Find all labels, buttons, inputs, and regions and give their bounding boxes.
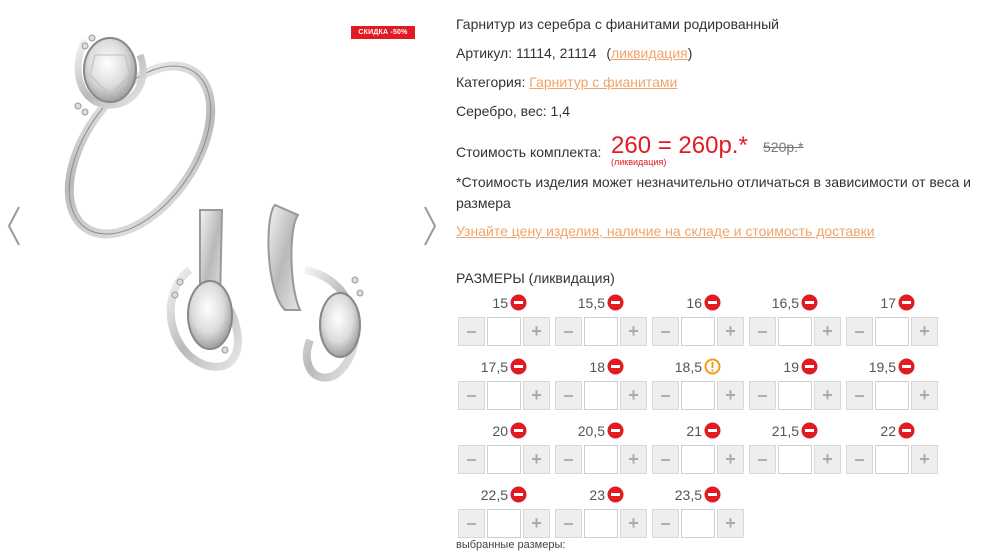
size-option (555, 485, 645, 543)
product-title: Гарнитур из серебра с фианитами родированный (456, 16, 779, 32)
quantity-input[interactable] (681, 509, 715, 538)
product-image[interactable] (40, 10, 400, 390)
size-option-header (555, 421, 645, 441)
unavailable-icon (801, 422, 818, 439)
quantity-stepper (749, 381, 841, 410)
size-option-header (652, 357, 742, 377)
size-label: 22,5 (480, 487, 508, 503)
size-option-header (846, 357, 936, 377)
quantity-stepper (555, 509, 647, 538)
quantity-stepper (749, 317, 841, 346)
quantity-input[interactable] (681, 445, 715, 474)
gallery-prev-button[interactable] (5, 205, 23, 247)
decrease-button[interactable]: – (749, 445, 776, 474)
price-current: 260 = 260р.* (611, 132, 748, 159)
decrease-button[interactable]: – (846, 445, 873, 474)
quantity-input[interactable] (681, 381, 715, 410)
size-option (749, 357, 839, 415)
decrease-button[interactable]: – (652, 445, 679, 474)
quantity-input[interactable] (487, 317, 521, 346)
price-old: 520р.* (763, 139, 804, 155)
increase-button[interactable]: + (814, 381, 841, 410)
size-label: 19,5 (868, 359, 896, 375)
right-earring-image (268, 205, 363, 378)
decrease-button[interactable]: – (458, 317, 485, 346)
size-label: 18,5 (674, 359, 702, 375)
product-gallery (0, 0, 445, 552)
size-option (749, 421, 839, 479)
unavailable-icon (801, 358, 818, 375)
article-label: Артикул: 11114, 21114 (456, 45, 597, 61)
size-label: 17,5 (480, 359, 508, 375)
size-option-header (846, 421, 936, 441)
quantity-input[interactable] (778, 317, 812, 346)
unavailable-icon (510, 294, 527, 311)
increase-button[interactable]: + (620, 317, 647, 346)
gallery-next-button[interactable] (421, 205, 439, 247)
article-open-paren: ( (606, 45, 611, 61)
size-label: 23 (589, 487, 605, 503)
price-note: (ликвидация) (611, 157, 667, 167)
size-option-header (652, 293, 742, 313)
unavailable-icon (510, 422, 527, 439)
quantity-stepper (458, 317, 550, 346)
inquire-price-link[interactable]: Узнайте цену изделия, наличие на складе и стоимость доставки (456, 223, 875, 239)
quantity-input[interactable] (778, 445, 812, 474)
quantity-stepper (652, 317, 744, 346)
unavailable-icon (607, 294, 624, 311)
price-disclaimer: *Стоимость изделия может незначительно отличаться в зависимости от веса и размера (456, 174, 971, 211)
quantity-input[interactable] (584, 317, 618, 346)
size-option (652, 357, 742, 415)
size-label: 23,5 (674, 487, 702, 503)
product-category (456, 74, 677, 90)
increase-button[interactable]: + (717, 381, 744, 410)
size-label: 22 (880, 423, 896, 439)
quantity-input[interactable] (487, 381, 521, 410)
product-article (456, 45, 692, 61)
decrease-button[interactable]: – (846, 381, 873, 410)
increase-button[interactable]: + (523, 445, 550, 474)
size-option-header (749, 357, 839, 377)
decrease-button[interactable]: – (652, 381, 679, 410)
size-label: 21 (686, 423, 702, 439)
unavailable-icon (704, 486, 721, 503)
quantity-stepper (652, 509, 744, 538)
size-option-header (652, 421, 742, 441)
decrease-button[interactable]: – (846, 317, 873, 346)
quantity-input[interactable] (875, 381, 909, 410)
size-option-header (652, 485, 742, 505)
decrease-button[interactable]: – (555, 509, 582, 538)
increase-button[interactable]: + (620, 445, 647, 474)
quantity-stepper (846, 445, 938, 474)
increase-button[interactable]: + (523, 317, 550, 346)
size-option (846, 357, 936, 415)
size-option-header (458, 485, 548, 505)
quantity-input[interactable] (487, 445, 521, 474)
size-label: 15 (492, 295, 508, 311)
unavailable-icon (607, 358, 624, 375)
size-option-header (555, 293, 645, 313)
increase-button[interactable]: + (814, 445, 841, 474)
decrease-button[interactable]: – (458, 509, 485, 538)
quantity-stepper (749, 445, 841, 474)
quantity-input[interactable] (584, 509, 618, 538)
increase-button[interactable]: + (523, 509, 550, 538)
size-label: 16 (686, 295, 702, 311)
size-option-header (555, 485, 645, 505)
increase-button[interactable]: + (911, 445, 938, 474)
increase-button[interactable]: + (620, 509, 647, 538)
discount-badge: СКИДКА -50% (351, 26, 415, 39)
quantity-stepper (458, 381, 550, 410)
quantity-input[interactable] (778, 381, 812, 410)
size-label: 21,5 (771, 423, 799, 439)
size-option (749, 293, 839, 351)
quantity-stepper (555, 317, 647, 346)
size-label: 20 (492, 423, 508, 439)
unavailable-icon (607, 486, 624, 503)
size-option (652, 293, 742, 351)
decrease-button[interactable]: – (749, 381, 776, 410)
increase-button[interactable]: + (717, 509, 744, 538)
size-option (555, 293, 645, 351)
unavailable-icon (510, 358, 527, 375)
quantity-stepper (458, 509, 550, 538)
product-material: Серебро, вес: 1,4 (456, 103, 570, 119)
increase-button[interactable]: + (717, 317, 744, 346)
decrease-button[interactable]: – (458, 445, 485, 474)
size-option (555, 421, 645, 479)
category-label: Категория: (456, 74, 526, 90)
unavailable-icon (898, 294, 915, 311)
unavailable-icon (607, 422, 624, 439)
sizes-title: РАЗМЕРЫ (ликвидация) (456, 270, 615, 286)
size-option (652, 485, 742, 543)
size-option-header (458, 421, 548, 441)
size-option (458, 421, 548, 479)
category-link[interactable]: Гарнитур с фианитами (529, 74, 678, 90)
size-option-header (458, 357, 548, 377)
size-option-header (749, 421, 839, 441)
chevron-right-icon (423, 205, 437, 247)
quantity-stepper (458, 445, 550, 474)
size-option (846, 293, 936, 351)
increase-button[interactable]: + (523, 381, 550, 410)
quantity-input[interactable] (584, 445, 618, 474)
article-close-paren: ) (687, 45, 693, 61)
size-label: 17 (880, 295, 896, 311)
quantity-stepper (555, 381, 647, 410)
size-option (846, 421, 936, 479)
decrease-button[interactable]: – (458, 381, 485, 410)
increase-button[interactable]: + (717, 445, 744, 474)
warning-icon (704, 358, 721, 375)
increase-button[interactable]: + (620, 381, 647, 410)
article-liquidation-link[interactable]: ликвидация (610, 45, 688, 61)
quantity-stepper (652, 381, 744, 410)
decrease-button[interactable]: – (555, 381, 582, 410)
size-option-header (555, 357, 645, 377)
decrease-button[interactable]: – (555, 445, 582, 474)
size-option-header (458, 293, 548, 313)
decrease-button[interactable]: – (555, 317, 582, 346)
increase-button[interactable]: + (911, 317, 938, 346)
quantity-input[interactable] (681, 317, 715, 346)
decrease-button[interactable]: – (652, 317, 679, 346)
size-option-header (846, 293, 936, 313)
size-option (555, 357, 645, 415)
size-option-header (749, 293, 839, 313)
size-label: 20,5 (577, 423, 605, 439)
unavailable-icon (510, 486, 527, 503)
quantity-input[interactable] (875, 445, 909, 474)
price-label: Стоимость комплекта: (456, 144, 602, 160)
chevron-left-icon (7, 205, 21, 247)
decrease-button[interactable]: – (652, 509, 679, 538)
increase-button[interactable]: + (814, 317, 841, 346)
quantity-stepper (555, 445, 647, 474)
size-label: 16,5 (771, 295, 799, 311)
decrease-button[interactable]: – (749, 317, 776, 346)
unavailable-icon (801, 294, 818, 311)
size-label: 18 (589, 359, 605, 375)
quantity-input[interactable] (875, 317, 909, 346)
unavailable-icon (898, 358, 915, 375)
unavailable-icon (704, 294, 721, 311)
size-option (458, 293, 548, 351)
selected-sizes-label: выбранные размеры: (456, 539, 566, 551)
quantity-input[interactable] (487, 509, 521, 538)
quantity-stepper (846, 381, 938, 410)
unavailable-icon (898, 422, 915, 439)
size-option (652, 421, 742, 479)
unavailable-icon (704, 422, 721, 439)
quantity-stepper (652, 445, 744, 474)
left-earring-image (171, 210, 238, 367)
size-option (458, 485, 548, 543)
quantity-stepper (846, 317, 938, 346)
size-option (458, 357, 548, 415)
quantity-input[interactable] (584, 381, 618, 410)
size-label: 15,5 (577, 295, 605, 311)
increase-button[interactable]: + (911, 381, 938, 410)
size-label: 19 (783, 359, 799, 375)
